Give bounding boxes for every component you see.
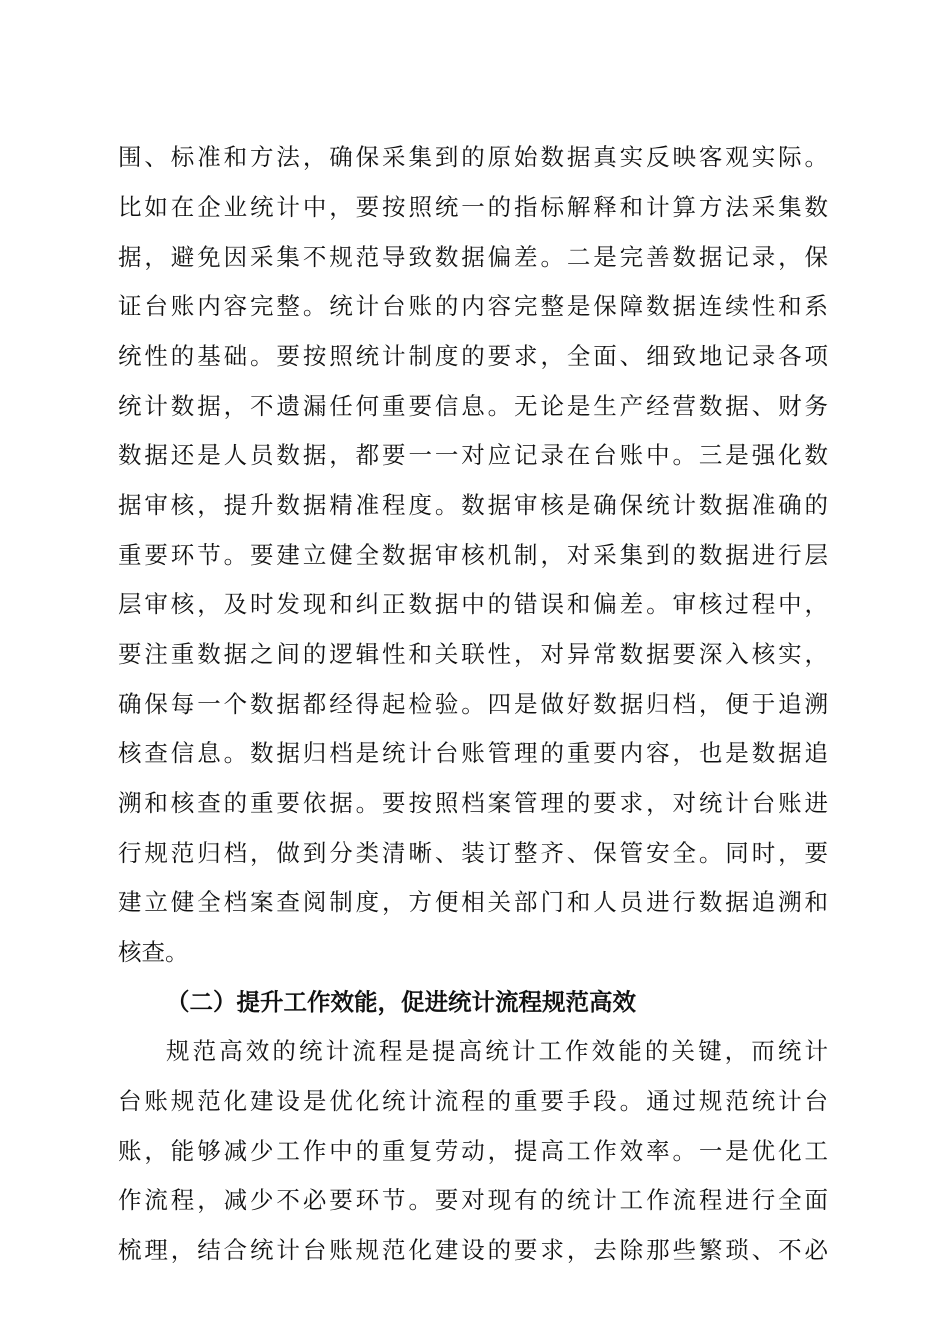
body-text-line: 台账规范化建设是优化统计流程的重要手段。通过规范统计台	[118, 1087, 828, 1115]
body-text-line: 溯和核查的重要依据。要按照档案管理的要求，对统计台账进	[118, 789, 828, 817]
body-text-line: 要注重数据之间的逻辑性和关联性，对异常数据要深入核实，	[118, 640, 828, 668]
body-text-line: 统性的基础。要按照统计制度的要求，全面、细致地记录各项	[118, 342, 828, 370]
body-text-line: 数据还是人员数据，都要一一对应记录在台账中。三是强化数	[118, 441, 828, 469]
section-heading: （二）提升工作效能，促进统计流程规范高效	[166, 988, 636, 1016]
body-text-line: 核查信息。数据归档是统计台账管理的重要内容，也是数据追	[118, 739, 828, 767]
body-text-line: 据审核，提升数据精准程度。数据审核是确保统计数据准确的	[118, 491, 828, 519]
body-text-line: 围、标准和方法，确保采集到的原始数据真实反映客观实际。	[118, 143, 828, 171]
body-text-line: 据，避免因采集不规范导致数据偏差。二是完善数据记录，保	[118, 243, 828, 271]
body-text-line: 确保每一个数据都经得起检验。四是做好数据归档，便于追溯	[118, 690, 828, 718]
body-text-line: 证台账内容完整。统计台账的内容完整是保障数据连续性和系	[118, 292, 828, 320]
body-text-line: 行规范归档，做到分类清晰、装订整齐、保管安全。同时，要	[118, 839, 828, 867]
body-text-line: 统计数据，不遗漏任何重要信息。无论是生产经营数据、财务	[118, 392, 828, 420]
body-text-line: 规范高效的统计流程是提高统计工作效能的关键，而统计	[166, 1037, 828, 1065]
body-text-line: 账，能够减少工作中的重复劳动，提高工作效率。一是优化工	[118, 1137, 828, 1165]
body-text-line: 层审核，及时发现和纠正数据中的错误和偏差。审核过程中，	[118, 590, 828, 618]
body-text-line: 建立健全档案查阅制度，方便相关部门和人员进行数据追溯和	[118, 888, 828, 916]
body-text-line: 作流程，减少不必要环节。要对现有的统计工作流程进行全面	[118, 1186, 828, 1214]
body-text-line: 比如在企业统计中，要按照统一的指标解释和计算方法采集数	[118, 193, 828, 221]
body-text-line: 重要环节。要建立健全数据审核机制，对采集到的数据进行层	[118, 541, 828, 569]
body-text-line: 梳理，结合统计台账规范化建设的要求，去除那些繁琐、不必	[118, 1236, 828, 1264]
body-text-line: 核查。	[118, 938, 189, 966]
